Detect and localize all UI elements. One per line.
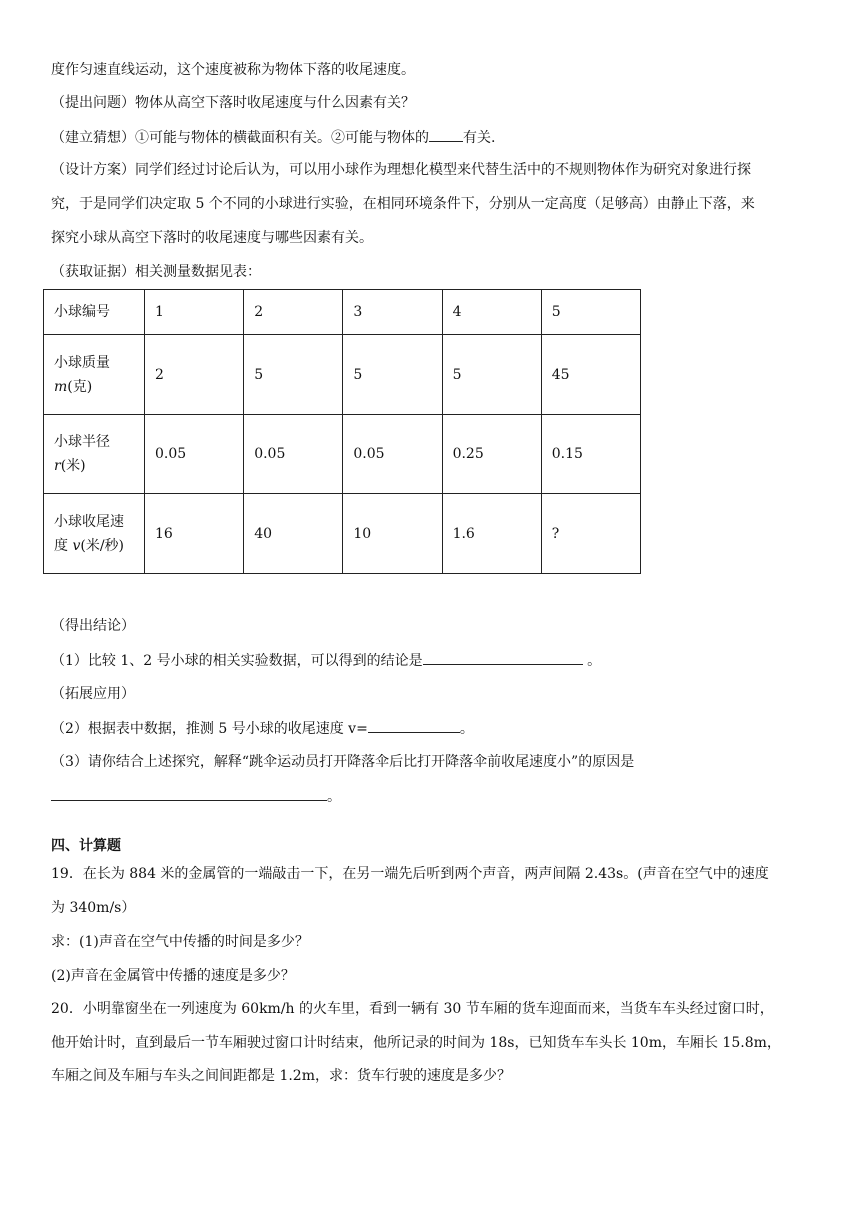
problem-20-line-2: 他开始计时，直到最后一节车厢驶过窗口计时结束，他所记录的时间为 18s，已知货车车头长 10m，车厢长 15.8m， [51, 1035, 781, 1051]
question-3-answer [51, 786, 341, 807]
table-cell: 5 [442, 335, 541, 415]
design-line-2: 究，于是同学们决定取 5 个不同的小球进行实验，在相同环境条件下，分别从一定高度（足够高）由静止下落，来 [51, 196, 755, 212]
table-cell: 0.05 [244, 415, 343, 494]
table-cell: 0.25 [442, 415, 541, 494]
symbol: v [72, 537, 81, 554]
design-line-1: （设计方案）同学们经过讨论后认为，可以用小球作为理想化模型来代替生活中的不规则物体作为研究对象进行探 [51, 162, 751, 178]
question-line: （提出问题）物体从高空下落时收尾速度与什么因素有关？ [51, 95, 415, 111]
question-3: （3）请你结合上述探究，解释“跳伞运动员打开降落伞后比打开降落伞前收尾速度小”的原因是 [51, 754, 635, 770]
problem-19-line-2: 为 340m/s） [51, 900, 136, 916]
row-label-line: 小球收尾速 [54, 513, 124, 530]
extension-heading: （拓展应用） [51, 686, 135, 702]
hypothesis-text: （建立猜想）①可能与物体的横截面积有关。②可能与物体的 [51, 130, 429, 146]
hypothesis-line [51, 127, 495, 148]
table-cell: 40 [244, 494, 343, 574]
table-cell: 5 [541, 290, 640, 335]
unit: (米) [60, 458, 86, 474]
row-label [44, 335, 145, 415]
table-row [44, 290, 641, 335]
table-row [44, 335, 641, 415]
table-cell: 1.6 [442, 494, 541, 574]
problem-19-question-2: (2)声音在金属管中传播的速度是多少？ [51, 968, 295, 984]
table-row [44, 415, 641, 494]
evidence-line: （获取证据）相关测量数据见表： [51, 264, 261, 280]
question-2-text: （2）根据表中数据，推测 5 号小球的收尾速度 v= [51, 721, 368, 737]
question-2-suffix: 。 [459, 721, 474, 737]
row-label-line [54, 375, 134, 399]
table-cell: 4 [442, 290, 541, 335]
table-cell: ? [541, 494, 640, 574]
row-label-line [54, 454, 134, 478]
table-cell: 5 [343, 335, 442, 415]
problem-19-question-1: 求：(1)声音在空气中传播的时间是多少？ [51, 934, 309, 950]
hypothesis-blank [429, 127, 463, 142]
row-label: 小球编号 [44, 290, 145, 335]
table-cell: 10 [343, 494, 442, 574]
problem-20-line-3: 车厢之间及车厢与车头之间间距都是 1.2m，求：货车行驶的速度是多少？ [51, 1068, 511, 1084]
question-1-text: （1）比较 1、2 号小球的相关实验数据，可以得到的结论是 [51, 653, 423, 669]
table-cell: 3 [343, 290, 442, 335]
answer-blank-1 [423, 650, 583, 665]
table-cell: 5 [244, 335, 343, 415]
unit: (米/秒) [80, 537, 125, 554]
intro-line: 度作匀速直线运动，这个速度被称为物体下落的收尾速度。 [51, 62, 415, 78]
table-cell: 0.05 [343, 415, 442, 494]
design-line-3: 探究小球从高空下落时的收尾速度与哪些因素有关。 [51, 230, 373, 246]
hypothesis-suffix: 有关. [463, 130, 496, 146]
question-1 [51, 650, 601, 671]
question-3-suffix: 。 [327, 789, 341, 805]
section-title: 四、计算题 [51, 838, 121, 854]
answer-blank-2 [368, 718, 460, 733]
unit: (克) [67, 378, 93, 395]
table-cell: 2 [145, 335, 244, 415]
row-label-line: 小球半径 [54, 434, 110, 450]
question-2 [51, 718, 474, 739]
row-label-line [54, 534, 134, 558]
table-cell: 2 [244, 290, 343, 335]
question-1-suffix: 。 [582, 653, 602, 669]
table-cell: 45 [541, 335, 640, 415]
label-prefix: 度 [54, 537, 73, 554]
table-cell: 0.05 [145, 415, 244, 494]
problem-19-line-1: 19．在长为 884 米的金属管的一端敲击一下，在另一端先后听到两个声音，两声间隔 2.43s。(声音在空气中的速度 [51, 866, 769, 882]
answer-blank-3 [51, 786, 327, 801]
table-cell: 0.15 [541, 415, 640, 494]
row-label-line: 小球质量 [54, 354, 110, 371]
table-row [44, 494, 641, 574]
row-label [44, 494, 145, 574]
row-label [44, 415, 145, 494]
problem-20-line-1: 20．小明靠窗坐在一列速度为 60km/h 的火车里，看到一辆有 30 节车厢的货车迎面而来，当货车车头经过窗口时， [51, 1001, 774, 1017]
table-cell: 16 [145, 494, 244, 574]
symbol: r [54, 458, 61, 474]
symbol: m [54, 378, 68, 395]
table-cell: 1 [145, 290, 244, 335]
data-table [43, 289, 641, 574]
conclusion-heading: （得出结论） [51, 618, 135, 634]
